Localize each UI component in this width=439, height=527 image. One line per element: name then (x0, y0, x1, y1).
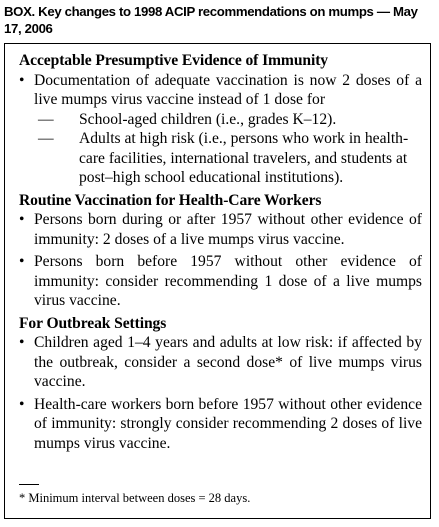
bullet-text: Persons born before 1957 without other evidence of immunity: consider recommending 1 dose of a live mumps virus vaccine. (34, 253, 422, 309)
sub-list-item (34, 129, 422, 188)
list-item (19, 333, 422, 392)
sub-list-item (34, 110, 422, 130)
list-item (19, 71, 422, 188)
footnote-marker: * (19, 491, 26, 505)
bullet-text: Health-care workers born before 1957 without other evidence of immunity: strongly consider recommending 2 doses of live mumps virus vaccine. (34, 395, 422, 452)
bullet-text: Documentation of adequate vaccination is now 2 doses of a live mumps virus vaccine instead of 1 dose for (34, 71, 422, 108)
section-heading-outbreak: For Outbreak Settings (19, 314, 167, 332)
dash-icon: — (38, 130, 54, 147)
list-item (19, 252, 422, 311)
list-item (19, 210, 422, 249)
bullet-text: Persons born during or after 1957 without other evidence of immunity: 2 doses of a live mumps virus vaccine. (34, 211, 422, 248)
sub-item-text: Adults at high risk (i.e., persons who work in health-care facilities, international travelers, and students at post–high school educational institutions). (79, 130, 409, 186)
bullet-icon: • (19, 395, 25, 413)
dash-icon: — (38, 110, 54, 128)
bullet-text (34, 334, 422, 390)
footnote-text: Minimum interval between doses = 28 days. (25, 491, 251, 505)
health-care-workers-bullet-list (19, 210, 422, 311)
sub-item-text: School-aged children (i.e., grades K–12). (79, 110, 337, 128)
outbreak-bullet-list (19, 333, 422, 453)
bullet-icon: • (19, 253, 25, 270)
bullet-icon: • (19, 211, 25, 228)
bullet-text-part: of live mumps virus vaccine. (34, 353, 422, 390)
bullet-icon: • (19, 71, 25, 89)
list-item (19, 395, 422, 454)
recommendations-box (4, 43, 431, 519)
sub-list (34, 110, 422, 188)
bullet-icon: • (19, 334, 25, 351)
footnote-divider (19, 484, 39, 485)
footnote-marker: * (275, 353, 283, 371)
box-title: BOX. Key changes to 1998 ACIP recommendations on mumps — May 17, 2006 (4, 4, 418, 36)
bullet-text-part: Children aged 1–4 years and adults at low risk: if affected by the outbreak, consider a second dose (34, 334, 422, 371)
section-heading-health-care-workers: Routine Vaccination for Health-Care Workers (19, 191, 322, 209)
section-heading-immunity: Acceptable Presumptive Evidence of Immunity (19, 52, 328, 69)
immunity-bullet-list (19, 71, 422, 188)
footnote (19, 490, 250, 506)
